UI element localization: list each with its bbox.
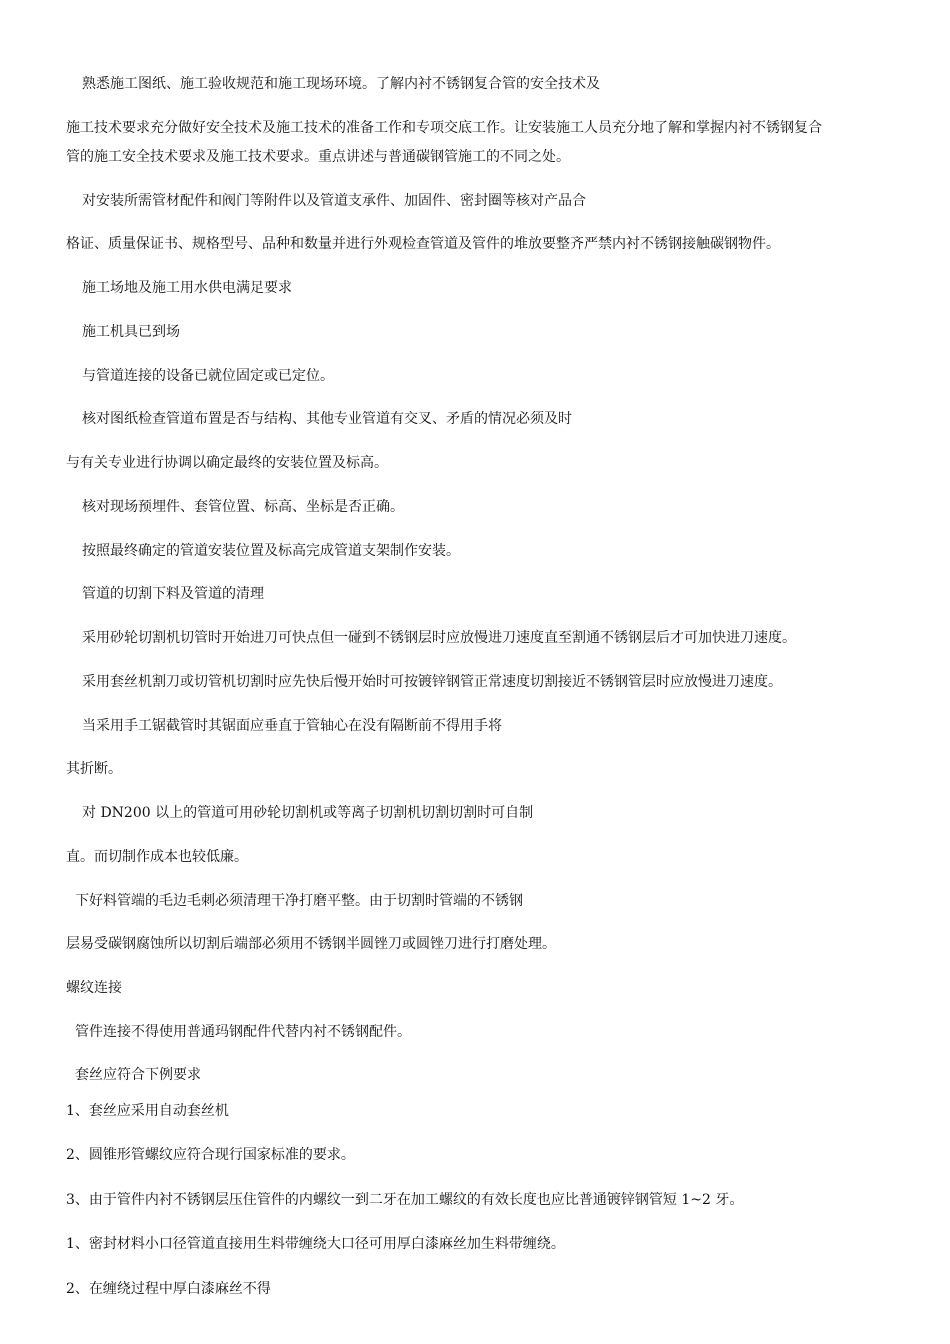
list-item: 2、圆锥形管螺纹应符合现行国家标准的要求。: [66, 1147, 355, 1163]
list-item: 1、套丝应采用自动套丝机: [66, 1103, 229, 1119]
text-line: 其折断。: [66, 761, 122, 777]
text-line: 直。而切制作成本也较低廉。: [66, 849, 248, 865]
text-line: 按照最终确定的管道安装位置及标高完成管道支架制作安装。: [82, 543, 460, 559]
text-line: 下好料管端的毛边毛刺必须清理干净打磨平整。由于切割时管端的不锈钢: [75, 893, 523, 909]
text-line: 对安装所需管材配件和阀门等附件以及管道支承件、加固件、密封圈等核对产品合: [82, 193, 586, 209]
text-line: 管的施工安全技术要求及施工技术要求。重点讲述与普通碳钢管施工的不同之处。: [66, 149, 570, 165]
text-line: 当采用手工锯截管时其锯面应垂直于管轴心在没有隔断前不得用手将: [82, 718, 502, 734]
text-line: 层易受碳钢腐蚀所以切割后端部必须用不锈钢半圆锉刀或圆锉刀进行打磨处理。: [66, 936, 556, 952]
section-heading: 螺纹连接: [66, 980, 122, 996]
text-line: 核对现场预埋件、套管位置、标高、坐标是否正确。: [82, 499, 404, 515]
text-line: 核对图纸检查管道布置是否与结构、其他专业管道有交叉、矛盾的情况必须及时: [82, 411, 572, 427]
text-line: 格证、质量保证书、规格型号、品种和数量并进行外观检查管道及管件的堆放要整齐严禁内衬不锈钢接触碳钢物件。: [66, 236, 780, 252]
text-line: 熟悉施工图纸、施工验收规范和施工现场环境。了解内衬不锈钢复合管的安全技术及: [82, 76, 600, 92]
text-line: 采用套丝机割刀或切管机切割时应先快后慢开始时可按镀锌钢管正常速度切割接近不锈钢管层时应放慢进刀速度。: [82, 674, 782, 690]
text-line: 管件连接不得使用普通玛钢配件代替内衬不锈钢配件。: [75, 1024, 411, 1040]
text-line: 套丝应符合下例要求: [75, 1067, 201, 1083]
text-line: 对 DN200 以上的管道可用砂轮切割机或等离子切割机切割切割时可自制: [82, 805, 534, 821]
list-item: 1、密封材料小口径管道直接用生料带缠绕大口径可用厚白漆麻丝加生料带缠绕。: [66, 1236, 565, 1252]
list-item: 2、在缠绕过程中厚白漆麻丝不得: [66, 1281, 271, 1297]
text-line: 施工技术要求充分做好安全技术及施工技术的准备工作和专项交底工作。让安装施工人员充分地了解和掌握内衬不锈钢复合: [66, 120, 822, 136]
section-heading: 管道的切割下料及管道的清理: [82, 586, 264, 602]
text-line: 施工场地及施工用水供电满足要求: [82, 280, 292, 296]
text-line: 采用砂轮切割机切管时开始进刀可快点但一碰到不锈钢层时应放慢进刀速度直至割通不锈钢层后才可加快进刀速度。: [82, 630, 796, 646]
text-line: 与有关专业进行协调以确定最终的安装位置及标高。: [66, 455, 388, 471]
text-line: 与管道连接的设备已就位固定或已定位。: [82, 368, 334, 384]
list-item: 3、由于管件内衬不锈钢层压住管件的内螺纹一到二牙在加工螺纹的有效长度也应比普通镀锌钢管短 1~2 牙。: [66, 1192, 744, 1208]
text-line: 施工机具已到场: [82, 324, 180, 340]
